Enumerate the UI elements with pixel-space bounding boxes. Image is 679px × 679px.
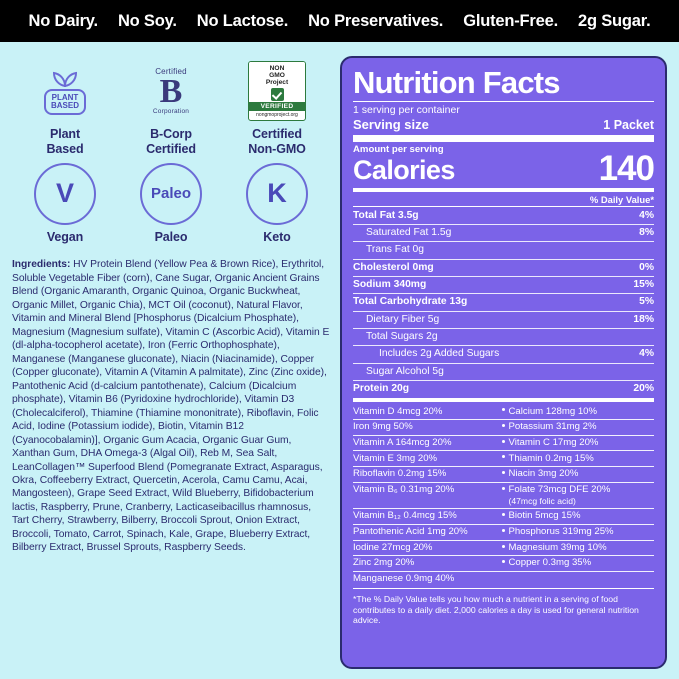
column-separator-dot	[499, 556, 509, 571]
vitamin-cell-right: Potassium 31mg 2%	[508, 421, 597, 433]
column-separator-dot	[499, 420, 509, 435]
nutrient-row	[353, 261, 654, 275]
vitamin-cell-right: Vitamin C 17mg 20%	[508, 436, 599, 448]
row-divider	[353, 259, 654, 260]
nutrition-facts-title: Nutrition Facts	[353, 65, 560, 100]
row-divider	[353, 363, 654, 364]
content-area	[0, 42, 679, 679]
serving-size-label: Serving size	[353, 116, 429, 132]
column-separator-dot	[499, 509, 509, 524]
badge-bcorp-caption: B-Corp Certified	[146, 127, 196, 156]
column-separator-dot	[499, 467, 509, 482]
nutrient-daily-value: 4%	[639, 209, 654, 221]
vitamin-cell-right: Thiamin 0.2mg 15%	[508, 452, 594, 464]
vitamin-cell-right: Phosphorus 319mg 25%	[508, 526, 614, 538]
vitamin-cell-left: Vitamin B₆ 0.31mg 20%	[353, 483, 455, 495]
vitamin-cell-left: Zinc 2mg 20%	[353, 557, 415, 569]
vegan-icon	[34, 163, 96, 225]
nutrient-row	[353, 243, 654, 257]
gmo-verified-text: VERIFIED	[249, 102, 305, 111]
vitamin-cell-left: Vitamin D 4mcg 20%	[353, 405, 443, 417]
right-column	[340, 56, 667, 669]
nutrient-row	[353, 365, 654, 379]
vitamin-cell-right: Calcium 128mg 10%	[508, 405, 598, 417]
left-column	[12, 56, 330, 669]
row-divider	[353, 311, 654, 312]
vitamin-cell-left: Iodine 27mcg 20%	[353, 541, 433, 553]
bcorp-top-text: Certified	[155, 66, 187, 76]
badge-paleo-caption: Paleo	[154, 229, 188, 244]
nutrient-daily-value: 15%	[633, 279, 654, 290]
nutrient-daily-value: 4%	[639, 348, 654, 360]
row-divider	[353, 328, 654, 329]
badge-keto	[224, 163, 330, 245]
nutrient-name: Saturated Fat 1.5g	[366, 226, 452, 238]
paleo-word: Paleo	[140, 163, 202, 225]
vitamin-cell-left: Vitamin A 164mcg 20%	[353, 436, 452, 448]
claim-no-lactose: No Lactose.	[196, 11, 289, 30]
nutrient-name: Sugar Alcohol 5g	[366, 365, 444, 377]
vitamin-cell-subtext: (47mcg folic acid)	[508, 496, 576, 507]
badge-plant-based	[12, 60, 118, 157]
nutrient-rows	[353, 209, 654, 397]
nutrient-row	[353, 295, 654, 309]
daily-value-footnote: *The % Daily Value tells you how much a nutrient in a serving of food contributes to a daily diet. 2,000 calories a day is used for general nutrition advice.	[353, 593, 639, 626]
vitamin-cell-left: Iron 9mg 50%	[353, 421, 413, 433]
nutrient-name: Total Fat 3.5g	[353, 209, 419, 221]
vitamin-grid	[353, 404, 654, 586]
nutrient-name: Includes 2g Added Sugars	[379, 348, 500, 360]
non-gmo-project-icon	[248, 60, 306, 122]
column-separator-dot	[499, 404, 509, 419]
badge-bcorp	[118, 60, 224, 157]
certification-badges	[12, 60, 330, 244]
nutrient-row	[353, 226, 654, 240]
nutrient-name: Sodium 340mg	[353, 279, 427, 290]
nutrient-daily-value: 0%	[639, 261, 654, 273]
gmo-url-text: nongmoproject.org	[256, 112, 298, 119]
ingredients-block	[12, 258, 330, 555]
nutrition-facts-panel	[340, 56, 667, 669]
keto-letter: K	[246, 163, 308, 225]
badge-plant-based-caption: Plant Based	[46, 127, 84, 156]
amount-per-serving-label: Amount per serving	[353, 143, 444, 155]
bcorp-bottom-text: Corporation	[152, 108, 190, 116]
badge-vegan-caption: Vegan	[46, 229, 84, 244]
claim-2g-sugar: 2g Sugar.	[577, 11, 651, 30]
nutrient-row	[353, 278, 654, 292]
vitamin-cell-right	[509, 572, 655, 587]
nutrient-name: Total Carbohydrate 13g	[353, 296, 468, 308]
ingredients-label: Ingredients:	[12, 259, 71, 271]
row-divider	[353, 241, 654, 242]
leaf-plant-based-icon	[35, 60, 95, 122]
vitamin-cell-right: Magnesium 39mg 10%	[508, 541, 607, 553]
b-corp-icon	[153, 60, 189, 122]
badge-non-gmo-caption: Certified Non-GMO	[248, 127, 306, 156]
nutrient-row	[353, 330, 654, 344]
column-separator-dot	[499, 483, 509, 509]
badge-non-gmo	[224, 60, 330, 157]
nutrient-name: Cholesterol 0mg	[353, 261, 434, 273]
gmo-top-text: NON GMO Project	[249, 62, 305, 88]
vitamin-cell-left: Riboflavin 0.2mg 15%	[353, 468, 447, 480]
serving-size-value: 1 Packet	[603, 117, 654, 132]
vitamin-cell-left: Manganese 0.9mg 40%	[353, 573, 455, 584]
servings-per-container: 1 serving per container	[353, 103, 460, 116]
nutrient-daily-value: 8%	[639, 226, 654, 238]
nutrient-row	[353, 347, 654, 361]
vitamin-cell-right: Niacin 3mg 20%	[508, 468, 579, 480]
nutrient-daily-value: 5%	[639, 296, 654, 308]
claim-gluten-free: Gluten-Free.	[463, 11, 558, 30]
column-separator-dot	[499, 572, 509, 587]
badge-keto-caption: Keto	[263, 229, 291, 244]
nutrient-row	[353, 313, 654, 327]
claims-bar	[0, 0, 679, 42]
nutrient-daily-value: 18%	[633, 313, 654, 325]
column-separator-dot	[499, 541, 509, 556]
vitamin-cell-left: Vitamin B₁₂ 0.4mcg 15%	[353, 510, 457, 522]
ingredients-text: HV Protein Blend (Yellow Pea & Brown Rice), Erythritol, Soluble Vegetable Fiber (corn), Cane Sugar, Organic Ancient Grains Blend (Organic Amaranth, Organic Quinoa, Organic Buckwheat, Organic Millet, Organic Chia), MCT Oil (coconut), Natural Flavor, Vitamin and Mineral Blend [Phosphorus (Dicalcium Phosphate), Magnesium (Magnesium sulfate), Vitamin C (Ascorbic Acid), Vitamin E (dl-alpha-tocopherol acetate), Iron (Ferric Orthophosphate), Manganese (Manganese gluconate), Niacin (Niacinamide), Copper (Copper gluconate), Vitamin A (Vitamin A palmitate), Zinc (Zinc oxide), Pantothenic Acid (d-calcium pantothenate), Calcium (Dicalcium phosphate), Vitamin B6 (Pyridoxine hydrochloride), Vitamin D3 (Cholecalciferol), Thiamine (Thiamine mononitrate), Riboflavin, Folic Acid, Iodine (Potassium iodide), Biotin, Vitamin B12 (Cyanocobalamin)], Organic Gum Acacia, Organic Guar Gum, Xanthan Gum, DHA Omega-3 (Algal Oil), Reb M, Sea Salt, LeanCollagen™ Superfood Blend (Pomegranate Extract, Asparagus, Okra, Coffeeberry Extract, Quercetin, Acerola, Camu Camu, Acai, Mangosteen), Grape Seed Extract, Wild Blueberry, Bifidobacterium lactis, Raspberry, Prune, Cranberry, Lacticaseibacillus rhamnosus, Tart Cherry, Strawberry, Bilberry, Broccoli Sprout, Onion Extract, Broccoli, Tomato, Carrot, Spinach, Kale, Grape, Blueberry Extract, Bilberry Extract, Brussel Sprouts, Raspberry Seeds.	[12, 259, 330, 554]
column-separator-dot	[499, 451, 509, 466]
nutrient-row	[353, 209, 654, 223]
row-divider	[353, 276, 654, 277]
nutrient-name: Protein 20g	[353, 383, 410, 395]
badge-paleo	[118, 163, 224, 245]
vitamin-cell-left: Vitamin E 3mg 20%	[353, 452, 438, 464]
claim-no-soy: No Soy.	[117, 11, 177, 30]
badge-vegan	[12, 163, 118, 245]
gmo-check-icon	[271, 88, 284, 101]
row-divider	[353, 293, 654, 294]
nutrient-name: Trans Fat 0g	[366, 244, 424, 256]
row-divider	[353, 224, 654, 225]
vitamin-cell-left: Pantothenic Acid 1mg 20%	[353, 526, 468, 538]
leaf-icon	[52, 67, 78, 87]
keto-icon	[246, 163, 308, 225]
nutrient-name: Dietary Fiber 5g	[366, 313, 440, 325]
column-separator-dot	[499, 436, 509, 451]
vegan-letter: V	[34, 163, 96, 225]
column-separator-dot	[499, 525, 509, 540]
vitamin-cell-right: Folate 73mcg DFE 20% (47mcg folic acid)	[509, 483, 655, 509]
calories-value: 140	[598, 148, 654, 188]
row-divider	[353, 380, 654, 381]
daily-value-header: % Daily Value*	[589, 193, 654, 205]
nutrient-daily-value: 20%	[633, 383, 654, 395]
claim-no-preservatives: No Preservatives.	[308, 11, 444, 30]
calories-label: Calories	[353, 154, 455, 185]
plant-based-text: PLANT BASED	[44, 89, 86, 116]
vitamin-cell-right: Biotin 5mcg 15%	[508, 510, 581, 522]
nutrient-name: Total Sugars 2g	[366, 331, 438, 343]
row-divider	[353, 345, 654, 346]
claim-no-dairy: No Dairy.	[28, 11, 98, 30]
paleo-icon	[140, 163, 202, 225]
bcorp-letter: B	[159, 72, 183, 110]
nutrient-row	[353, 382, 654, 396]
vitamin-cell-right: Copper 0.3mg 35%	[508, 557, 592, 569]
